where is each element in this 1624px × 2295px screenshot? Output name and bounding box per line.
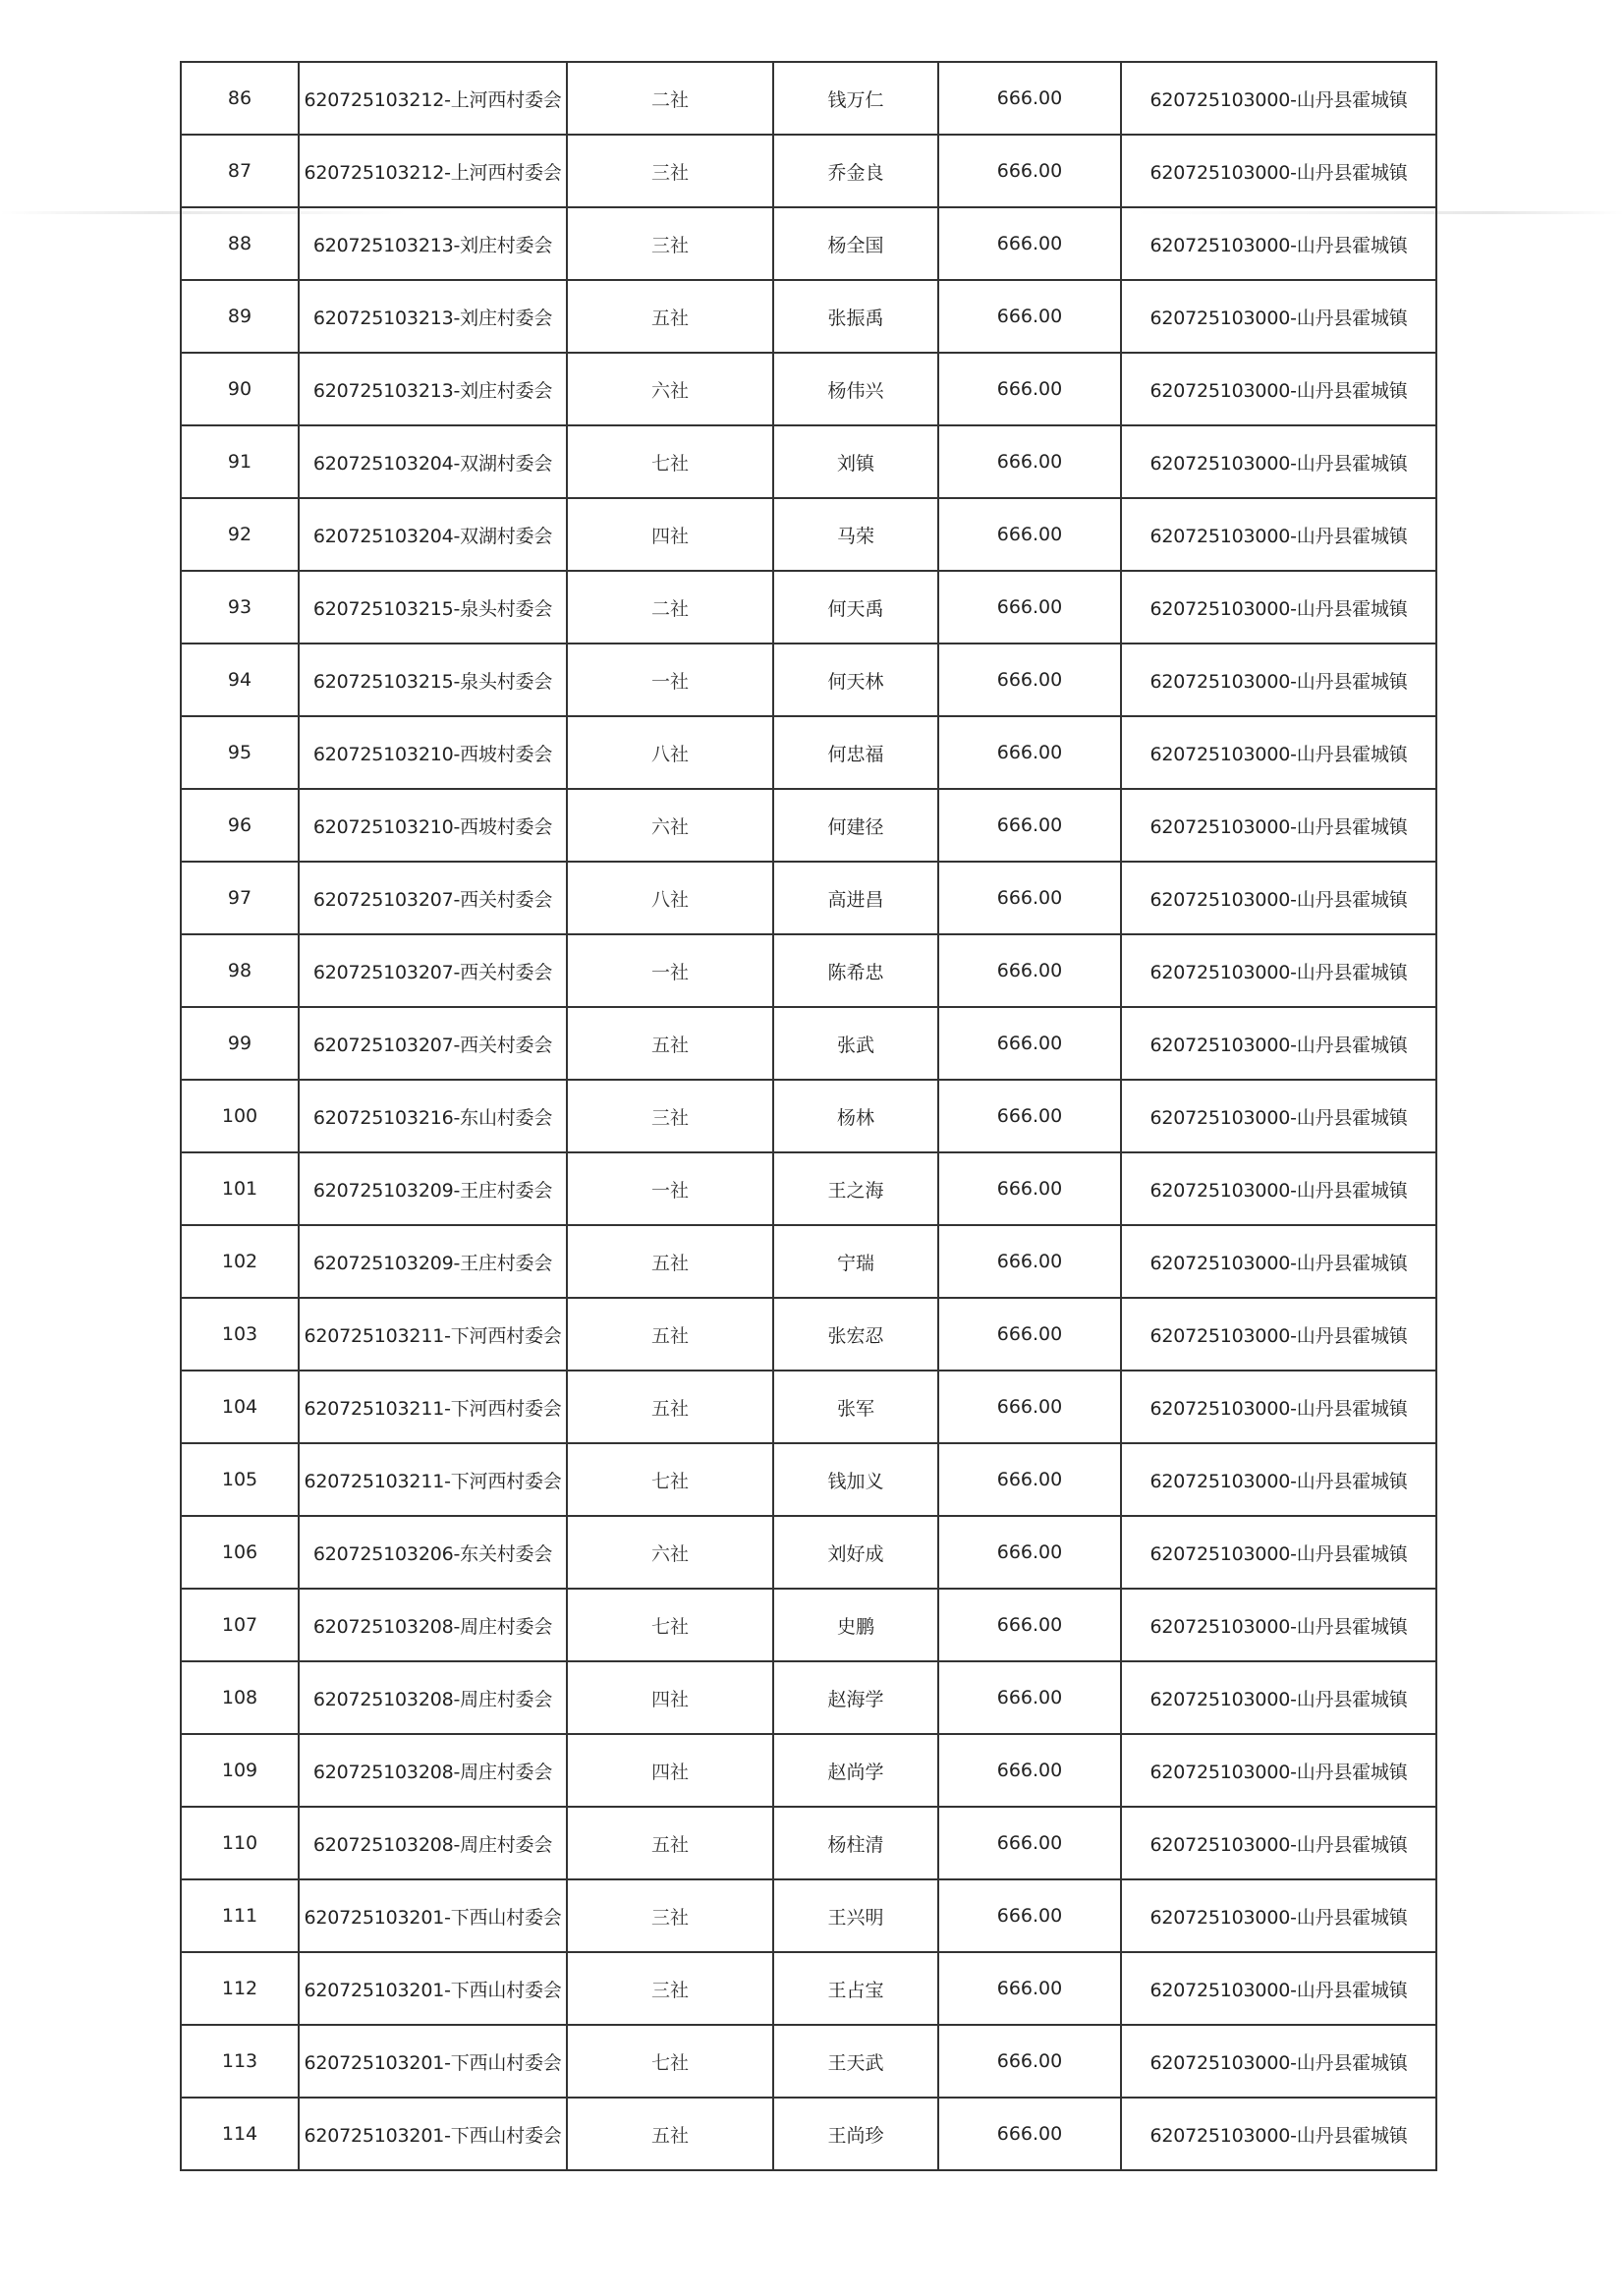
table-row xyxy=(181,1007,1436,1080)
town-cell: 620725103000-山丹县霍城镇 xyxy=(1121,1589,1436,1661)
town-cell: 620725103000-山丹县霍城镇 xyxy=(1121,571,1436,644)
town-cell: 620725103000-山丹县霍城镇 xyxy=(1121,353,1436,425)
table-row xyxy=(181,2025,1436,2098)
village-committee-cell: 620725103213-刘庄村委会 xyxy=(299,280,567,353)
person-name-cell: 王占宝 xyxy=(773,1952,938,2025)
row-number-cell: 107 xyxy=(181,1589,299,1661)
village-committee-cell: 620725103208-周庄村委会 xyxy=(299,1734,567,1807)
row-number-cell: 97 xyxy=(181,862,299,934)
table-row xyxy=(181,498,1436,571)
group-cell: 三社 xyxy=(567,1952,773,2025)
table-row xyxy=(181,1589,1436,1661)
person-name-cell: 何天林 xyxy=(773,644,938,716)
amount-cell: 666.00 xyxy=(938,716,1121,789)
row-number-cell: 94 xyxy=(181,644,299,716)
group-cell: 五社 xyxy=(567,1371,773,1443)
row-number-cell: 86 xyxy=(181,62,299,135)
row-number-cell: 99 xyxy=(181,1007,299,1080)
group-cell: 五社 xyxy=(567,1225,773,1298)
amount-cell: 666.00 xyxy=(938,862,1121,934)
person-name-cell: 杨全国 xyxy=(773,207,938,280)
table-row xyxy=(181,789,1436,862)
table-row xyxy=(181,644,1436,716)
town-cell: 620725103000-山丹县霍城镇 xyxy=(1121,934,1436,1007)
row-number-cell: 108 xyxy=(181,1661,299,1734)
person-name-cell: 宁瑞 xyxy=(773,1225,938,1298)
village-committee-cell: 620725103213-刘庄村委会 xyxy=(299,353,567,425)
table-row xyxy=(181,135,1436,207)
group-cell: 二社 xyxy=(567,62,773,135)
village-committee-cell: 620725103209-王庄村委会 xyxy=(299,1152,567,1225)
table-row xyxy=(181,1371,1436,1443)
amount-cell: 666.00 xyxy=(938,1007,1121,1080)
town-cell: 620725103000-山丹县霍城镇 xyxy=(1121,1952,1436,2025)
village-committee-cell: 620725103211-下河西村委会 xyxy=(299,1298,567,1371)
table-row xyxy=(181,716,1436,789)
person-name-cell: 王尚珍 xyxy=(773,2098,938,2170)
village-committee-cell: 620725103208-周庄村委会 xyxy=(299,1661,567,1734)
amount-cell: 666.00 xyxy=(938,934,1121,1007)
row-number-cell: 96 xyxy=(181,789,299,862)
town-cell: 620725103000-山丹县霍城镇 xyxy=(1121,2025,1436,2098)
person-name-cell: 王天武 xyxy=(773,2025,938,2098)
town-cell: 620725103000-山丹县霍城镇 xyxy=(1121,425,1436,498)
group-cell: 八社 xyxy=(567,716,773,789)
amount-cell: 666.00 xyxy=(938,498,1121,571)
amount-cell: 666.00 xyxy=(938,1879,1121,1952)
person-name-cell: 何天禹 xyxy=(773,571,938,644)
person-name-cell: 杨柱清 xyxy=(773,1807,938,1879)
table-row xyxy=(181,1734,1436,1807)
amount-cell: 666.00 xyxy=(938,280,1121,353)
person-name-cell: 刘镇 xyxy=(773,425,938,498)
group-cell: 四社 xyxy=(567,498,773,571)
table-row xyxy=(181,353,1436,425)
town-cell: 620725103000-山丹县霍城镇 xyxy=(1121,498,1436,571)
group-cell: 七社 xyxy=(567,2025,773,2098)
amount-cell: 666.00 xyxy=(938,1807,1121,1879)
amount-cell: 666.00 xyxy=(938,425,1121,498)
village-committee-cell: 620725103207-西关村委会 xyxy=(299,934,567,1007)
group-cell: 一社 xyxy=(567,644,773,716)
amount-cell: 666.00 xyxy=(938,2025,1121,2098)
table-row xyxy=(181,425,1436,498)
group-cell: 一社 xyxy=(567,934,773,1007)
village-committee-cell: 620725103207-西关村委会 xyxy=(299,862,567,934)
table-row xyxy=(181,207,1436,280)
table-row xyxy=(181,1080,1436,1152)
village-committee-cell: 620725103208-周庄村委会 xyxy=(299,1589,567,1661)
town-cell: 620725103000-山丹县霍城镇 xyxy=(1121,1879,1436,1952)
table-row xyxy=(181,862,1436,934)
group-cell: 八社 xyxy=(567,862,773,934)
village-committee-cell: 620725103211-下河西村委会 xyxy=(299,1443,567,1516)
person-name-cell: 王之海 xyxy=(773,1152,938,1225)
person-name-cell: 史鹏 xyxy=(773,1589,938,1661)
group-cell: 四社 xyxy=(567,1734,773,1807)
person-name-cell: 钱加义 xyxy=(773,1443,938,1516)
row-number-cell: 103 xyxy=(181,1298,299,1371)
table-row xyxy=(181,571,1436,644)
person-name-cell: 张武 xyxy=(773,1007,938,1080)
person-name-cell: 钱万仁 xyxy=(773,62,938,135)
row-number-cell: 88 xyxy=(181,207,299,280)
town-cell: 620725103000-山丹县霍城镇 xyxy=(1121,1298,1436,1371)
row-number-cell: 112 xyxy=(181,1952,299,2025)
group-cell: 四社 xyxy=(567,1661,773,1734)
town-cell: 620725103000-山丹县霍城镇 xyxy=(1121,1007,1436,1080)
town-cell: 620725103000-山丹县霍城镇 xyxy=(1121,716,1436,789)
row-number-cell: 100 xyxy=(181,1080,299,1152)
person-name-cell: 高进昌 xyxy=(773,862,938,934)
row-number-cell: 110 xyxy=(181,1807,299,1879)
group-cell: 六社 xyxy=(567,1516,773,1589)
amount-cell: 666.00 xyxy=(938,1734,1121,1807)
village-committee-cell: 620725103201-下西山村委会 xyxy=(299,1879,567,1952)
town-cell: 620725103000-山丹县霍城镇 xyxy=(1121,62,1436,135)
amount-cell: 666.00 xyxy=(938,1516,1121,1589)
amount-cell: 666.00 xyxy=(938,135,1121,207)
person-name-cell: 张军 xyxy=(773,1371,938,1443)
amount-cell: 666.00 xyxy=(938,207,1121,280)
row-number-cell: 113 xyxy=(181,2025,299,2098)
group-cell: 七社 xyxy=(567,1443,773,1516)
person-name-cell: 何建径 xyxy=(773,789,938,862)
town-cell: 620725103000-山丹县霍城镇 xyxy=(1121,280,1436,353)
group-cell: 六社 xyxy=(567,353,773,425)
group-cell: 五社 xyxy=(567,2098,773,2170)
amount-cell: 666.00 xyxy=(938,1589,1121,1661)
village-committee-cell: 620725103204-双湖村委会 xyxy=(299,498,567,571)
person-name-cell: 杨伟兴 xyxy=(773,353,938,425)
table-body xyxy=(181,62,1436,2170)
table-row xyxy=(181,62,1436,135)
row-number-cell: 98 xyxy=(181,934,299,1007)
town-cell: 620725103000-山丹县霍城镇 xyxy=(1121,207,1436,280)
beneficiary-table xyxy=(180,61,1437,2171)
village-committee-cell: 620725103215-泉头村委会 xyxy=(299,644,567,716)
village-committee-cell: 620725103206-东关村委会 xyxy=(299,1516,567,1589)
village-committee-cell: 620725103209-王庄村委会 xyxy=(299,1225,567,1298)
village-committee-cell: 620725103201-下西山村委会 xyxy=(299,1952,567,2025)
group-cell: 六社 xyxy=(567,789,773,862)
group-cell: 五社 xyxy=(567,1807,773,1879)
group-cell: 五社 xyxy=(567,1007,773,1080)
amount-cell: 666.00 xyxy=(938,1371,1121,1443)
town-cell: 620725103000-山丹县霍城镇 xyxy=(1121,1661,1436,1734)
person-name-cell: 杨林 xyxy=(773,1080,938,1152)
village-committee-cell: 620725103201-下西山村委会 xyxy=(299,2025,567,2098)
group-cell: 二社 xyxy=(567,571,773,644)
town-cell: 620725103000-山丹县霍城镇 xyxy=(1121,135,1436,207)
group-cell: 一社 xyxy=(567,1152,773,1225)
village-committee-cell: 620725103204-双湖村委会 xyxy=(299,425,567,498)
person-name-cell: 何忠福 xyxy=(773,716,938,789)
amount-cell: 666.00 xyxy=(938,1443,1121,1516)
town-cell: 620725103000-山丹县霍城镇 xyxy=(1121,789,1436,862)
group-cell: 七社 xyxy=(567,425,773,498)
town-cell: 620725103000-山丹县霍城镇 xyxy=(1121,1225,1436,1298)
table-row xyxy=(181,2098,1436,2170)
town-cell: 620725103000-山丹县霍城镇 xyxy=(1121,1807,1436,1879)
person-name-cell: 张振禹 xyxy=(773,280,938,353)
person-name-cell: 陈希忠 xyxy=(773,934,938,1007)
amount-cell: 666.00 xyxy=(938,1225,1121,1298)
village-committee-cell: 620725103213-刘庄村委会 xyxy=(299,207,567,280)
town-cell: 620725103000-山丹县霍城镇 xyxy=(1121,644,1436,716)
table-row xyxy=(181,934,1436,1007)
person-name-cell: 赵海学 xyxy=(773,1661,938,1734)
person-name-cell: 刘好成 xyxy=(773,1516,938,1589)
amount-cell: 666.00 xyxy=(938,1080,1121,1152)
group-cell: 七社 xyxy=(567,1589,773,1661)
amount-cell: 666.00 xyxy=(938,353,1121,425)
row-number-cell: 91 xyxy=(181,425,299,498)
row-number-cell: 89 xyxy=(181,280,299,353)
village-committee-cell: 620725103210-西坡村委会 xyxy=(299,716,567,789)
amount-cell: 666.00 xyxy=(938,62,1121,135)
person-name-cell: 马荣 xyxy=(773,498,938,571)
group-cell: 三社 xyxy=(567,135,773,207)
town-cell: 620725103000-山丹县霍城镇 xyxy=(1121,1371,1436,1443)
table-row xyxy=(181,1225,1436,1298)
group-cell: 五社 xyxy=(567,280,773,353)
town-cell: 620725103000-山丹县霍城镇 xyxy=(1121,1443,1436,1516)
town-cell: 620725103000-山丹县霍城镇 xyxy=(1121,2098,1436,2170)
table-row xyxy=(181,1807,1436,1879)
town-cell: 620725103000-山丹县霍城镇 xyxy=(1121,862,1436,934)
row-number-cell: 93 xyxy=(181,571,299,644)
row-number-cell: 92 xyxy=(181,498,299,571)
group-cell: 三社 xyxy=(567,207,773,280)
village-committee-cell: 620725103212-上河西村委会 xyxy=(299,62,567,135)
group-cell: 五社 xyxy=(567,1298,773,1371)
person-name-cell: 王兴明 xyxy=(773,1879,938,1952)
row-number-cell: 104 xyxy=(181,1371,299,1443)
table-row xyxy=(181,1952,1436,2025)
amount-cell: 666.00 xyxy=(938,1661,1121,1734)
row-number-cell: 90 xyxy=(181,353,299,425)
amount-cell: 666.00 xyxy=(938,644,1121,716)
row-number-cell: 109 xyxy=(181,1734,299,1807)
person-name-cell: 赵尚学 xyxy=(773,1734,938,1807)
village-committee-cell: 620725103212-上河西村委会 xyxy=(299,135,567,207)
amount-cell: 666.00 xyxy=(938,1298,1121,1371)
village-committee-cell: 620725103208-周庄村委会 xyxy=(299,1807,567,1879)
person-name-cell: 张宏忍 xyxy=(773,1298,938,1371)
village-committee-cell: 620725103207-西关村委会 xyxy=(299,1007,567,1080)
amount-cell: 666.00 xyxy=(938,2098,1121,2170)
village-committee-cell: 620725103210-西坡村委会 xyxy=(299,789,567,862)
town-cell: 620725103000-山丹县霍城镇 xyxy=(1121,1734,1436,1807)
table-row xyxy=(181,1661,1436,1734)
village-committee-cell: 620725103215-泉头村委会 xyxy=(299,571,567,644)
amount-cell: 666.00 xyxy=(938,1952,1121,2025)
row-number-cell: 101 xyxy=(181,1152,299,1225)
village-committee-cell: 620725103216-东山村委会 xyxy=(299,1080,567,1152)
town-cell: 620725103000-山丹县霍城镇 xyxy=(1121,1516,1436,1589)
table-row xyxy=(181,1298,1436,1371)
table-row xyxy=(181,1879,1436,1952)
town-cell: 620725103000-山丹县霍城镇 xyxy=(1121,1152,1436,1225)
row-number-cell: 102 xyxy=(181,1225,299,1298)
town-cell: 620725103000-山丹县霍城镇 xyxy=(1121,1080,1436,1152)
table-row xyxy=(181,1443,1436,1516)
amount-cell: 666.00 xyxy=(938,571,1121,644)
person-name-cell: 乔金良 xyxy=(773,135,938,207)
village-committee-cell: 620725103201-下西山村委会 xyxy=(299,2098,567,2170)
group-cell: 三社 xyxy=(567,1879,773,1952)
amount-cell: 666.00 xyxy=(938,1152,1121,1225)
table-row xyxy=(181,280,1436,353)
row-number-cell: 106 xyxy=(181,1516,299,1589)
table-row xyxy=(181,1516,1436,1589)
group-cell: 三社 xyxy=(567,1080,773,1152)
row-number-cell: 95 xyxy=(181,716,299,789)
row-number-cell: 105 xyxy=(181,1443,299,1516)
village-committee-cell: 620725103211-下河西村委会 xyxy=(299,1371,567,1443)
amount-cell: 666.00 xyxy=(938,789,1121,862)
row-number-cell: 111 xyxy=(181,1879,299,1952)
row-number-cell: 87 xyxy=(181,135,299,207)
row-number-cell: 114 xyxy=(181,2098,299,2170)
table-row xyxy=(181,1152,1436,1225)
